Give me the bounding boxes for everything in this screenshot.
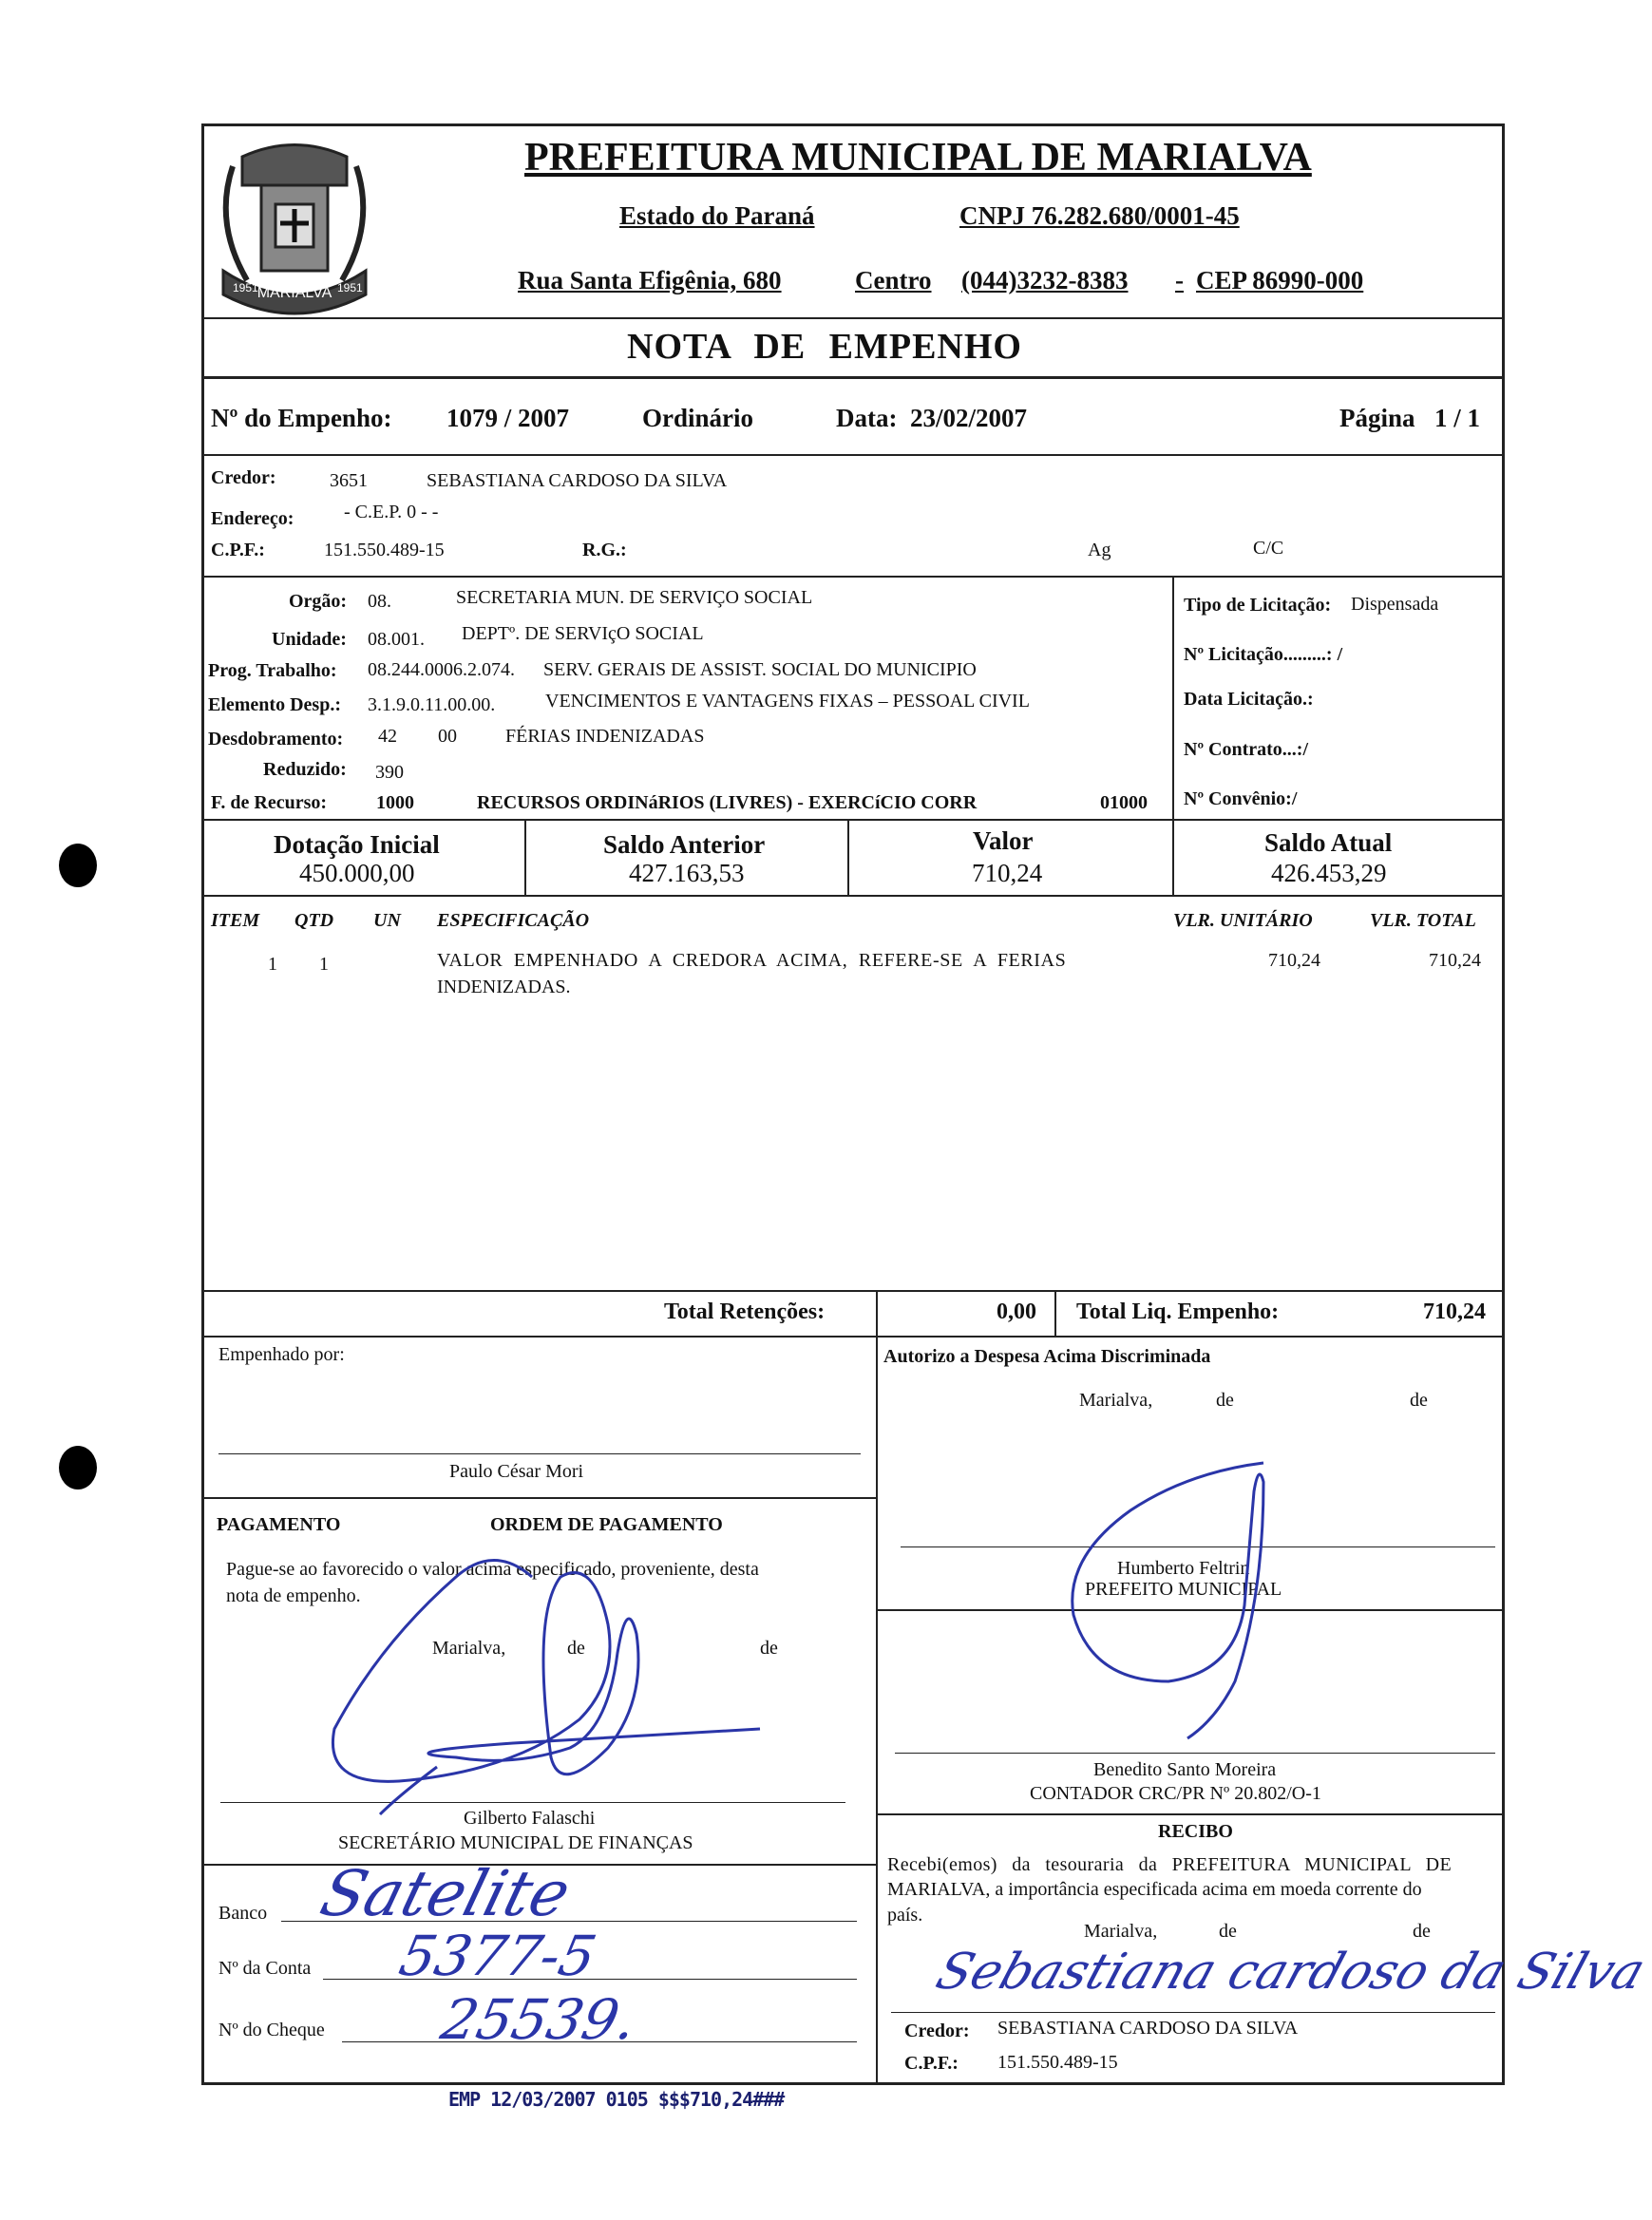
- recibo-cpf-value: 151.550.489-15: [997, 2052, 1118, 2073]
- fonte-label: F. de Recurso:: [211, 792, 328, 813]
- empenho-number: 1079 / 2007: [446, 404, 570, 432]
- row-spec-line1: VALOR EMPENHADO A CREDORA ACIMA, REFERE-SE A FERIAS: [437, 950, 1067, 971]
- seal-name-text: MARIALVA: [256, 285, 332, 301]
- credor-code: 3651: [330, 470, 368, 491]
- col-spec: ESPECIFICAÇÃO: [437, 910, 590, 931]
- pagamento-city: Marialva,: [432, 1638, 506, 1659]
- contador-title: CONTADOR CRC/PR Nº 20.802/O-1: [1030, 1783, 1321, 1804]
- saldo-atual-label: Saldo Atual: [1264, 828, 1393, 857]
- date-value: 23/02/2007: [910, 404, 1028, 432]
- prog-code: 08.244.0006.2.074.: [368, 659, 515, 680]
- secretario-name: Gilberto Falaschi: [464, 1808, 596, 1829]
- num-convenio: Nº Convênio:/: [1184, 788, 1298, 809]
- seal-year-right: 1951: [337, 281, 363, 294]
- recibo-credor-label: Credor:: [904, 2021, 970, 2041]
- num-licitacao: Nº Licitação.........: /: [1184, 644, 1343, 665]
- header-cnpj: CNPJ 76.282.680/0001-45: [959, 201, 1240, 230]
- valor-value: 710,24: [972, 859, 1043, 887]
- tipo-licitacao-value: Dispensada: [1351, 594, 1439, 615]
- reduzido-label: Reduzido:: [263, 759, 347, 780]
- row-qtd: 1: [319, 954, 329, 975]
- cheque-value: 25539.: [435, 1987, 643, 2052]
- pagamento-de1: de: [567, 1638, 585, 1659]
- recibo-text-line1: Recebi(emos) da tesouraria da PREFEITURA MUNICIPAL DE: [887, 1854, 1453, 1875]
- autorizo-de1: de: [1216, 1390, 1234, 1411]
- header-title: PREFEITURA MUNICIPAL DE MARIALVA: [524, 136, 1312, 180]
- cheque-label: Nº do Cheque: [218, 2020, 325, 2040]
- secretario-signature: [323, 1539, 779, 1824]
- retencoes-label: Total Retenções:: [664, 1300, 826, 1324]
- recibo-city: Marialva,: [1084, 1921, 1158, 1942]
- page-label: Página: [1339, 404, 1415, 432]
- fonte-desc: RECURSOS ORDINáRIOS (LIVRES) - EXERCíCIO CORR: [477, 792, 978, 813]
- data-licitacao: Data Licitação.:: [1184, 689, 1314, 710]
- municipal-seal-icon: [204, 128, 385, 318]
- elemento-desc: VENCIMENTOS E VANTAGENS FIXAS – PESSOAL CIVIL: [545, 691, 1030, 712]
- conta-label: Nº da Conta: [218, 1958, 312, 1979]
- recibo-credor-name: SEBASTIANA CARDOSO DA SILVA: [997, 2018, 1299, 2039]
- payment-stamp: EMP 12/03/2007 0105 $$$710,24###: [448, 2088, 785, 2111]
- dotacao-label: Dotação Inicial: [274, 830, 440, 859]
- tipo-licitacao-label: Tipo de Licitação:: [1184, 595, 1332, 616]
- desdobramento-sub: 00: [438, 726, 457, 747]
- col-qtd: QTD: [294, 910, 334, 931]
- row-total: 710,24: [1429, 950, 1481, 971]
- col-unit: VLR. UNITÁRIO: [1173, 910, 1313, 931]
- col-total: VLR. TOTAL: [1370, 910, 1476, 931]
- mayor-title: PREFEITO MUNICIPAL: [1085, 1579, 1282, 1600]
- conta-value: 5377-5: [393, 1924, 602, 1988]
- header-district: Centro: [855, 266, 932, 294]
- credor-name: SEBASTIANA CARDOSO DA SILVA: [427, 470, 728, 491]
- banco-value: Satelite: [313, 1857, 579, 1930]
- recibo-text-line2: MARIALVA, a importância especificada acima em moeda corrente do: [887, 1879, 1422, 1900]
- autorizo-city: Marialva,: [1079, 1390, 1153, 1411]
- ag-label: Ag: [1088, 540, 1111, 560]
- desdobramento-label: Desdobramento:: [208, 729, 344, 749]
- saldo-atual-value: 426.453,29: [1271, 859, 1387, 887]
- recibo-cpf-label: C.P.F.:: [904, 2053, 959, 2074]
- orgao-desc: SECRETARIA MUN. DE SERVIÇO SOCIAL: [456, 587, 813, 608]
- empenhado-label: Empenhado por:: [218, 1344, 345, 1365]
- header-dash: -: [1175, 266, 1184, 294]
- desdobramento-code: 42: [378, 726, 397, 747]
- header-cep: CEP 86990-000: [1196, 266, 1364, 294]
- seal-year-left: 1951: [233, 281, 258, 294]
- orgao-label: Orgão:: [289, 591, 348, 612]
- ordem-pagamento-label: ORDEM DE PAGAMENTO: [490, 1514, 723, 1535]
- elemento-label: Elemento Desp.:: [208, 694, 341, 715]
- unidade-desc: DEPTº. DE SERVIçO SOCIAL: [462, 623, 704, 644]
- saldo-anterior-value: 427.163,53: [629, 859, 745, 887]
- recibo-label: RECIBO: [1158, 1821, 1233, 1842]
- unidade-code: 08.001.: [368, 629, 425, 650]
- secretario-title: SECRETÁRIO MUNICIPAL DE FINANÇAS: [338, 1832, 693, 1853]
- mayor-signature: [1045, 1453, 1311, 1748]
- orgao-code: 08.: [368, 591, 391, 612]
- endereco-label: Endereço:: [211, 508, 294, 529]
- saldo-anterior-label: Saldo Anterior: [603, 830, 766, 859]
- pagamento-de2: de: [760, 1638, 778, 1659]
- fonte-code: 1000: [376, 792, 414, 813]
- liq-value: 710,24: [1423, 1300, 1486, 1324]
- contador-name: Benedito Santo Moreira: [1093, 1759, 1277, 1780]
- pagamento-text-line2: nota de empenho.: [226, 1585, 361, 1606]
- recibo-signature: Sebastiana cardoso da Silva: [929, 1944, 1652, 2001]
- dotacao-value: 450.000,00: [299, 859, 415, 887]
- rg-label: R.G.:: [582, 540, 627, 560]
- banco-label: Banco: [218, 1903, 268, 1924]
- row-spec-line2: INDENIZADAS.: [437, 977, 571, 997]
- autorizo-de2: de: [1410, 1390, 1428, 1411]
- num-contrato: Nº Contrato...:/: [1184, 739, 1309, 760]
- row-unit: 710,24: [1268, 950, 1320, 971]
- credor-label: Credor:: [211, 467, 276, 488]
- punch-hole-bottom: [59, 1446, 97, 1489]
- row-item: 1: [268, 954, 277, 975]
- endereco-value: - C.E.P. 0 - -: [344, 502, 439, 522]
- empenho-label: Nº do Empenho:: [211, 404, 392, 432]
- header-address: Rua Santa Efigênia, 680: [518, 266, 782, 294]
- fonte-num: 01000: [1100, 792, 1148, 813]
- empenhado-name: Paulo César Mori: [449, 1461, 584, 1482]
- date-label: Data:: [836, 404, 898, 432]
- desdobramento-desc: FÉRIAS INDENIZADAS: [505, 726, 705, 747]
- valor-label: Valor: [973, 826, 1034, 855]
- cpf-value: 151.550.489-15: [324, 540, 445, 560]
- cpf-label: C.P.F.:: [211, 540, 265, 560]
- liq-label: Total Liq. Empenho:: [1076, 1300, 1280, 1324]
- empenho-type: Ordinário: [642, 404, 754, 432]
- pagamento-label: PAGAMENTO: [217, 1514, 341, 1535]
- col-un: UN: [373, 910, 401, 931]
- prog-desc: SERV. GERAIS DE ASSIST. SOCIAL DO MUNICIPIO: [543, 659, 977, 680]
- document-title: NOTA DE EMPENHO: [627, 327, 1022, 367]
- header-phone: (044)3232-8383: [961, 266, 1129, 294]
- punch-hole-top: [59, 844, 97, 887]
- recibo-text-line3: país.: [887, 1905, 923, 1926]
- recibo-de1: de: [1219, 1921, 1237, 1942]
- prog-label: Prog. Trabalho:: [208, 660, 337, 681]
- mayor-name: Humberto Feltrin: [1117, 1558, 1250, 1579]
- header-state: Estado do Paraná: [619, 201, 815, 230]
- page-value: 1 / 1: [1434, 404, 1481, 432]
- elemento-code: 3.1.9.0.11.00.00.: [368, 694, 496, 715]
- pagamento-text-line1: Pague-se ao favorecido o valor acima especificado, proveniente, desta: [226, 1559, 759, 1580]
- reduzido-value: 390: [375, 762, 404, 783]
- col-item: ITEM: [211, 910, 260, 931]
- autorizo-label: Autorizo a Despesa Acima Discriminada: [883, 1346, 1211, 1367]
- recibo-de2: de: [1413, 1921, 1431, 1942]
- cc-label: C/C: [1253, 538, 1284, 559]
- retencoes-value: 0,00: [997, 1300, 1036, 1324]
- unidade-label: Unidade:: [272, 629, 347, 650]
